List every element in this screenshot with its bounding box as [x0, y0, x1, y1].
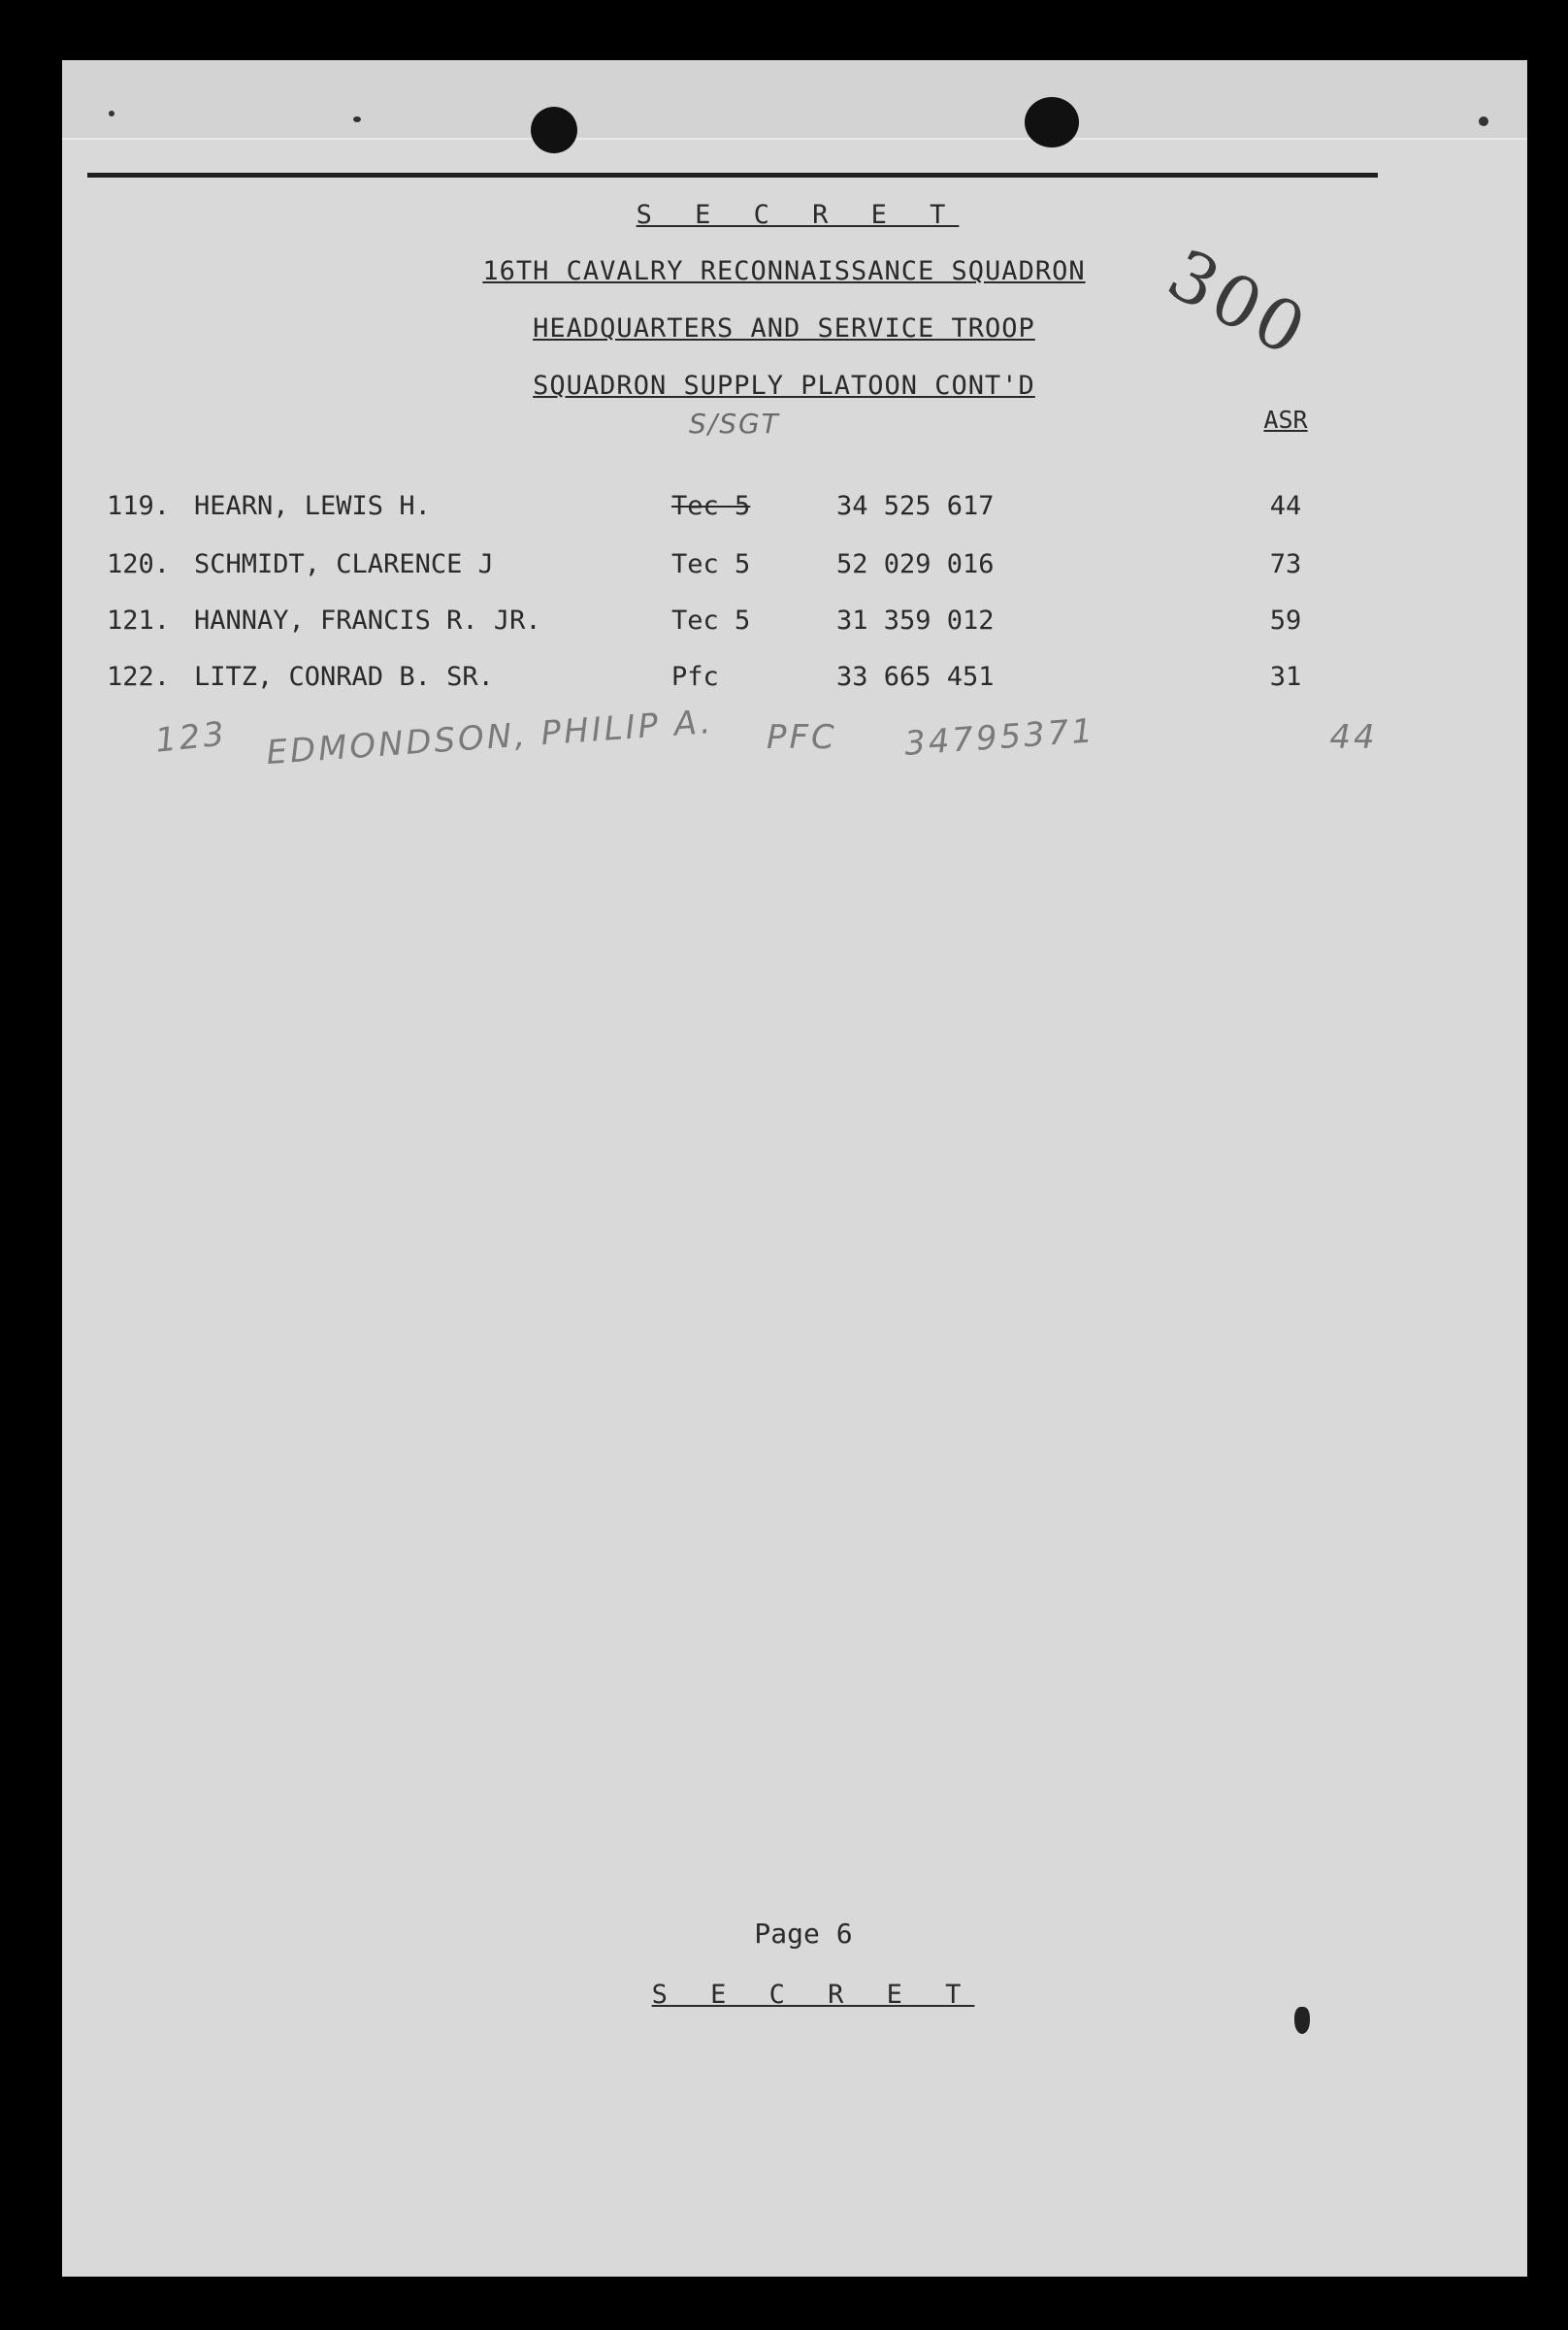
row-number: 123: [153, 714, 229, 761]
handwritten-grade-correction: S/SGT: [689, 408, 780, 440]
grade: Pfc: [671, 662, 719, 692]
asr-score: 31: [1269, 662, 1302, 692]
header-rule: [87, 173, 1378, 178]
speck: [109, 111, 114, 116]
page-number: Page 6: [754, 1918, 853, 1950]
handwritten-number: 300: [1155, 233, 1322, 374]
grade: Tec 5: [671, 491, 751, 521]
row-number: 121.: [107, 606, 171, 636]
asr-score: 44: [1269, 491, 1302, 521]
punch-hole: [1025, 97, 1079, 148]
asr-score: 59: [1269, 606, 1302, 636]
punch-hole: [531, 107, 577, 153]
unit-title: 16TH CAVALRY RECONNAISSANCE SQUADRON: [482, 256, 1086, 286]
classification-footer: S E C R E T: [651, 1980, 975, 2010]
grade: Tec 5: [671, 549, 751, 579]
section-title: SQUADRON SUPPLY PLATOON CONT'D: [533, 371, 1035, 401]
asr-column-header: ASR: [1263, 406, 1308, 434]
table-row-handwritten: [0, 702, 1568, 773]
asr-score: 44: [1329, 718, 1378, 757]
soldier-name: SCHMIDT, CLARENCE J: [194, 549, 494, 579]
grade: PFC: [767, 718, 837, 757]
table-row: [0, 549, 1568, 588]
serial-number: 33 665 451: [836, 662, 995, 692]
soldier-name: HEARN, LEWIS H.: [194, 491, 431, 521]
row-number: 122.: [107, 662, 171, 692]
top-band: [62, 60, 1527, 140]
serial-number: 31 359 012: [836, 606, 995, 636]
soldier-name: EDMONDSON, PHILIP A.: [265, 702, 715, 773]
speck: [353, 116, 361, 122]
ink-mark: [1294, 2007, 1310, 2034]
asr-score: 73: [1269, 549, 1302, 579]
serial-number: 34 525 617: [836, 491, 995, 521]
table-row: [0, 606, 1568, 644]
table-row: [0, 491, 1568, 530]
classification-header: S E C R E T: [636, 200, 960, 230]
grade: Tec 5: [671, 606, 751, 636]
soldier-name: LITZ, CONRAD B. SR.: [194, 662, 494, 692]
soldier-name: HANNAY, FRANCIS R. JR.: [194, 606, 541, 636]
row-number: 120.: [107, 549, 171, 579]
troop-title: HEADQUARTERS AND SERVICE TROOP: [533, 313, 1035, 344]
speck: [1479, 116, 1488, 126]
table-row: [0, 662, 1568, 701]
serial-number: 52 029 016: [836, 549, 995, 579]
serial-number: 34795371: [902, 711, 1097, 764]
row-number: 119.: [107, 491, 171, 521]
